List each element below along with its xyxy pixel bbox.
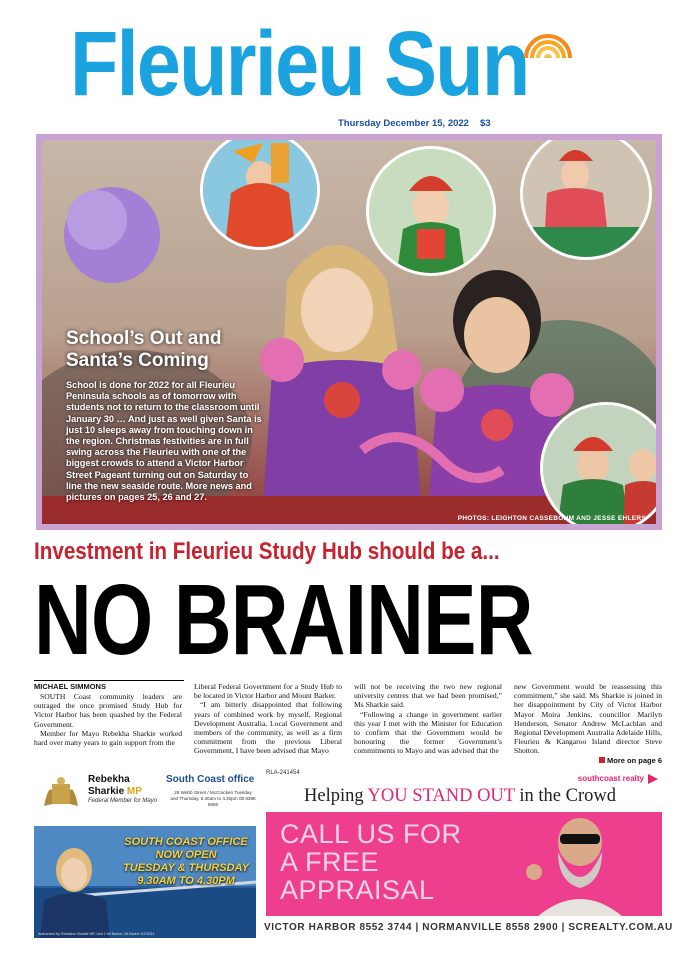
article-column-3 [354, 682, 502, 756]
mp-header [34, 770, 256, 826]
realty-logo [578, 774, 644, 783]
hero-headline: School’s Out and Santa’s Coming [66, 328, 222, 371]
photo-credit: PHOTOS: LEIGHTON CASSEBOHM AND JESSE EHLERS [457, 515, 646, 522]
cta-line: A FREE [280, 847, 380, 877]
mp-first-name: Rebekha [88, 774, 130, 785]
issue-price: $3 [480, 118, 491, 129]
coat-of-arms-icon [40, 776, 82, 812]
open-line: SOUTH COAST OFFICE [124, 836, 248, 848]
tagline-post: in the Crowd [514, 786, 616, 806]
more-link[interactable] [514, 756, 662, 765]
authorisation: Authorised by Rebekha Sharkie MP, Unit 1 Mt Barker, Mt Barker SA 5251 [38, 932, 155, 936]
office-detail: 26 Webb Street / McCracken Tuesday and Thursday, 9.30am to 4.30pm 08 8398 5566 [170, 790, 256, 807]
santa-photo [543, 405, 662, 530]
tagline-pre: Helping [304, 786, 368, 806]
mp-name [88, 774, 142, 798]
appraisal-panel [266, 812, 662, 916]
paragraph: “I am bitterly disappointed that following years of combined work by myself, Regional Development Australia, Local Government and members of the community, as well as a firm commitment from the previous Liberal Government, I have been advised that Mayo [194, 700, 342, 756]
mp-last-name: Sharkie [88, 786, 125, 797]
byline: MICHAEL SIMMONS [34, 680, 184, 691]
issue-date: Thursday December 15, 2022 [338, 118, 469, 129]
office-box [164, 770, 256, 826]
paragraph: Member for Mayo Rebekha Sharkie worked hard over many years to gain support from the [34, 728, 182, 748]
mp-role: Federal Member for Mayo [88, 798, 158, 804]
sun-icon [520, 24, 576, 58]
open-line: NOW OPEN [155, 849, 217, 861]
float-photo [523, 134, 649, 257]
photo-inset-float [520, 134, 652, 260]
lead-headline: NO BRAINER [34, 564, 533, 676]
photo-inset-elf [366, 146, 496, 276]
rla-number: RLA-241454 [266, 770, 300, 776]
hero-photo-frame [36, 134, 662, 530]
realty-brand: southcoast realty [577, 774, 644, 783]
ad-tagline [304, 786, 616, 807]
dancer-photo [203, 134, 317, 247]
article-column-2 [194, 682, 342, 756]
tagline-highlight: YOU STAND OUT [367, 786, 515, 806]
paragraph: will not be receiving the two new regional university centres that we had been promised,” Ms Sharkie said. [354, 682, 502, 710]
arrow-right-icon [648, 772, 662, 786]
masthead [0, 0, 696, 129]
mp-office-ad [34, 770, 256, 938]
paragraph: Liberal Federal Government for a Study Hub to be located in Victor Harbor and Mount Barker. [194, 682, 342, 701]
paragraph: new Government would be reassessing this commitment,” she said. Ms Sharkie is joined in her disappointment by City of Victor Harbor Mayor Moira Jenkins, councillor Marilyn Henderson, Senator Andrew McLachlan and Regional Development Australia Adelaide Hills, Fleurieu & Kangaroo Island director Steve Shotton. [514, 682, 662, 756]
photo-inset-santa [540, 402, 662, 530]
elf-photo [369, 149, 493, 273]
photo-inset-dancer [200, 134, 320, 250]
more-marker-icon [599, 757, 605, 763]
lead-subhead: Investment in Fleurieu Study Hub should be a... [34, 538, 500, 565]
hero-body: School is done for 2022 for all Fleurieu Peninsula schools as of tomorrow with students not to return to the classroom until January 30 … And just as well given Santa is just 10 sleeps away from touching down in the region. Christmas festivities are in full swing across the Fleurieu with one of the biggest crowds to attend a Victor Harbor Street Pageant turning out on Saturday to line the new seaside route. More news and pictures on pages 25, 26 and 27. [66, 380, 262, 503]
article-column-1 [34, 692, 182, 747]
more-label: More on page 6 [606, 755, 662, 765]
bearded-man-photo [518, 812, 638, 916]
realty-ad [264, 770, 673, 938]
paragraph: “Following a change in government earlier this year I met with the Minister for Education to confirm that the Government would be honouring the former Government’s commitments to Mayo and was advised that the [354, 709, 502, 756]
lead-article [34, 680, 664, 765]
article-column-4 [514, 682, 662, 765]
cta-line: APPRAISAL [280, 875, 435, 905]
office-open-text [118, 836, 254, 888]
office-title: South Coast office [166, 774, 255, 785]
call-to-action [280, 820, 500, 904]
open-line: TUESDAY & THURSDAY [123, 862, 249, 874]
cta-line: CALL US FOR [280, 819, 462, 849]
paragraph: SOUTH Coast community leaders are outraged the once promised Study Hub for Victor Harbor has been quashed by the Federal Government. [34, 692, 182, 729]
open-line: 9.30AM TO 4.30PM [137, 875, 235, 887]
masthead-title: Fleurieu Sun [70, 13, 529, 115]
contact-details: VICTOR HARBOR 8552 3744 | NORMANVILLE 8558 2900 | SCREALTY.COM.AU [264, 922, 673, 933]
mp-title: MP [126, 786, 142, 797]
